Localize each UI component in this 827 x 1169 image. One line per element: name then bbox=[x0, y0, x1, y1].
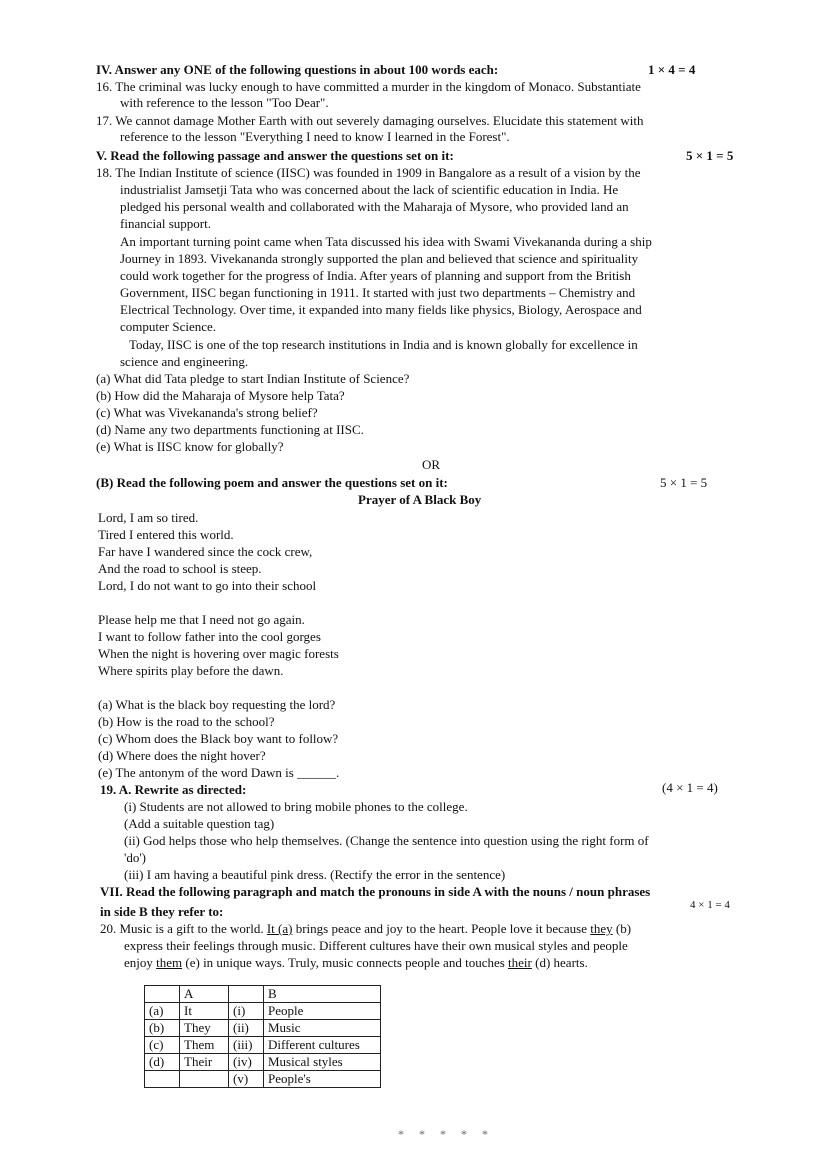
section-4-marks: 1 × 4 = 4 bbox=[648, 62, 696, 77]
table-cell: Musical styles bbox=[264, 1054, 381, 1071]
question-item: (a) What is the black boy requesting the lord? bbox=[98, 697, 336, 712]
rewrite-item: (i) Students are not allowed to bring mobile phones to the college. bbox=[124, 799, 468, 814]
q19-marks: (4 × 1 = 4) bbox=[662, 780, 718, 795]
rewrite-item: (iii) I am having a beautiful pink dress. (Rectify the error in the sentence) bbox=[124, 867, 506, 882]
question-item: (b) How did the Maharaja of Mysore help Tata? bbox=[96, 388, 345, 403]
table-cell bbox=[145, 986, 180, 1003]
passage-line: Electrical Technology. Over time, it expanded into many fields like physics, Biology, Aerospace and bbox=[120, 302, 642, 317]
passage-line: Government, IISC began functioning in 1911. It started with just two departments – Chemistry and bbox=[120, 285, 636, 300]
section-7-heading: in side B they refer to: bbox=[100, 904, 224, 919]
rewrite-item: 'do') bbox=[124, 850, 147, 865]
passage-line: financial support. bbox=[120, 216, 211, 231]
table-cell: Music bbox=[264, 1020, 381, 1037]
table-cell bbox=[145, 1071, 180, 1088]
table-cell: Different cultures bbox=[264, 1037, 381, 1054]
question-item: (d) Where does the night hover? bbox=[98, 748, 266, 763]
question-item: (e) The antonym of the word Dawn is ______. bbox=[98, 765, 340, 780]
section-4-heading: IV. Answer any ONE of the following questions in about 100 words each: bbox=[96, 62, 499, 77]
table-cell: (c) bbox=[145, 1037, 180, 1054]
table-cell: They bbox=[180, 1020, 229, 1037]
poem-line: Please help me that I need not go again. bbox=[98, 612, 305, 627]
table-cell: People's bbox=[264, 1071, 381, 1088]
passage-line: science and engineering. bbox=[120, 354, 249, 369]
question-item: (d) Name any two departments functioning at IISC. bbox=[96, 422, 364, 437]
table-cell: (b) bbox=[145, 1020, 180, 1037]
poem-line: And the road to school is steep. bbox=[98, 561, 262, 576]
table-cell: (v) bbox=[229, 1071, 264, 1088]
table-cell: People bbox=[264, 1003, 381, 1020]
table-cell: (iii) bbox=[229, 1037, 264, 1054]
passage-line: pledged his personal wealth and collaborated with the Maharaja of Mysore, who provided land an bbox=[120, 199, 629, 214]
poem-line: Tired I entered this world. bbox=[98, 527, 234, 542]
passage-line: could work together for the progress of India. After years of planning and support from the British bbox=[120, 268, 631, 283]
table-row bbox=[145, 1054, 381, 1071]
footer-stars: * * * * * bbox=[398, 1127, 494, 1141]
table-cell: Their bbox=[180, 1054, 229, 1071]
passage-line: Journey in 1893. Vivekananda strongly supported the plan and believed that science and spirituality bbox=[120, 251, 639, 266]
question-item: (e) What is IISC know for globally? bbox=[96, 439, 284, 454]
paragraph-text: (b) bbox=[612, 921, 632, 936]
poem-title: Prayer of A Black Boy bbox=[358, 492, 482, 507]
table-cell: (ii) bbox=[229, 1020, 264, 1037]
poem-line: When the night is hovering over magic forests bbox=[98, 646, 339, 661]
rewrite-item: (Add a suitable question tag) bbox=[124, 816, 275, 831]
table-cell: Them bbox=[180, 1037, 229, 1054]
q17-line: 17. We cannot damage Mother Earth with out severely damaging ourselves. Elucidate this statement with bbox=[96, 113, 644, 128]
question-item: (c) What was Vivekananda's strong belief? bbox=[96, 405, 318, 420]
q19-heading: 19. A. Rewrite as directed: bbox=[100, 782, 247, 797]
question-item: (c) Whom does the Black boy want to follow? bbox=[98, 731, 339, 746]
table-cell: (d) bbox=[145, 1054, 180, 1071]
table-row bbox=[145, 1037, 381, 1054]
paragraph-text: (d) hearts. bbox=[531, 955, 588, 970]
table-cell: (iv) bbox=[229, 1054, 264, 1071]
pronoun-it: It (a) bbox=[266, 921, 293, 936]
paragraph-text: enjoy bbox=[124, 955, 157, 970]
poem-line: I want to follow father into the cool gorges bbox=[98, 629, 321, 644]
section-5-heading: V. Read the following passage and answer the questions set on it: bbox=[96, 148, 454, 163]
table-cell: (a) bbox=[145, 1003, 180, 1020]
q16-line: with reference to the lesson "Too Dear". bbox=[120, 95, 329, 110]
passage-line: Today, IISC is one of the top research institutions in India and is known globally for excellence in bbox=[129, 337, 638, 352]
paragraph-line bbox=[100, 921, 631, 937]
poem-line: Lord, I do not want to go into their school bbox=[98, 578, 317, 593]
section-7-marks: 4 × 1 = 4 bbox=[690, 899, 730, 911]
or-divider: OR bbox=[422, 457, 441, 472]
table-row bbox=[145, 1071, 381, 1088]
passage-line: 18. The Indian Institute of science (IISC) was founded in 1909 in Bangalore as a result of a vision by the bbox=[96, 165, 641, 180]
question-item: (b) How is the road to the school? bbox=[98, 714, 275, 729]
passage-line: industrialist Jamsetji Tata who was concerned about the lack of scientific education in India. He bbox=[120, 182, 619, 197]
q16-line: 16. The criminal was lucky enough to have committed a murder in the kingdom of Monaco. Substantiate bbox=[96, 79, 641, 94]
table-cell bbox=[229, 986, 264, 1003]
table-row bbox=[145, 1020, 381, 1037]
table-cell: B bbox=[264, 986, 381, 1003]
paragraph-text: 20. Music is a gift to the world. bbox=[100, 921, 267, 936]
pronoun-they: they bbox=[590, 921, 613, 936]
q17-line: reference to the lesson "Everything I need to know I learned in the Forest". bbox=[120, 129, 510, 144]
paragraph-text: (e) in unique ways. Truly, music connects people and touches bbox=[182, 955, 509, 970]
matching-table bbox=[144, 985, 381, 1088]
table-row bbox=[145, 1003, 381, 1020]
section-b-heading: (B) Read the following poem and answer the questions set on it: bbox=[96, 475, 448, 490]
table-cell: (i) bbox=[229, 1003, 264, 1020]
paragraph-line bbox=[124, 955, 588, 971]
passage-line: computer Science. bbox=[120, 319, 217, 334]
paragraph-text: brings peace and joy to the heart. People love it because bbox=[292, 921, 591, 936]
section-b-marks: 5 × 1 = 5 bbox=[660, 475, 708, 490]
poem-line: Where spirits play before the dawn. bbox=[98, 663, 284, 678]
section-5-marks: 5 × 1 = 5 bbox=[686, 148, 734, 163]
pronoun-them: them bbox=[156, 955, 183, 970]
passage-line: An important turning point came when Tata discussed his idea with Swami Vivekananda during a ship bbox=[120, 234, 652, 249]
section-7-heading: VII. Read the following paragraph and match the pronouns in side A with the nouns / noun phrases bbox=[100, 884, 651, 899]
table-header-row bbox=[145, 986, 381, 1003]
poem-line: Far have I wandered since the cock crew, bbox=[98, 544, 313, 559]
paragraph-line: express their feelings through music. Different cultures have their own musical styles and people bbox=[124, 938, 628, 953]
question-item: (a) What did Tata pledge to start Indian Institute of Science? bbox=[96, 371, 410, 386]
table-cell: It bbox=[180, 1003, 229, 1020]
pronoun-their: their bbox=[508, 955, 532, 970]
rewrite-item: (ii) God helps those who help themselves. (Change the sentence into question using the right form of bbox=[124, 833, 649, 848]
table-cell bbox=[180, 1071, 229, 1088]
poem-line: Lord, I am so tired. bbox=[98, 510, 199, 525]
table-cell: A bbox=[180, 986, 229, 1003]
